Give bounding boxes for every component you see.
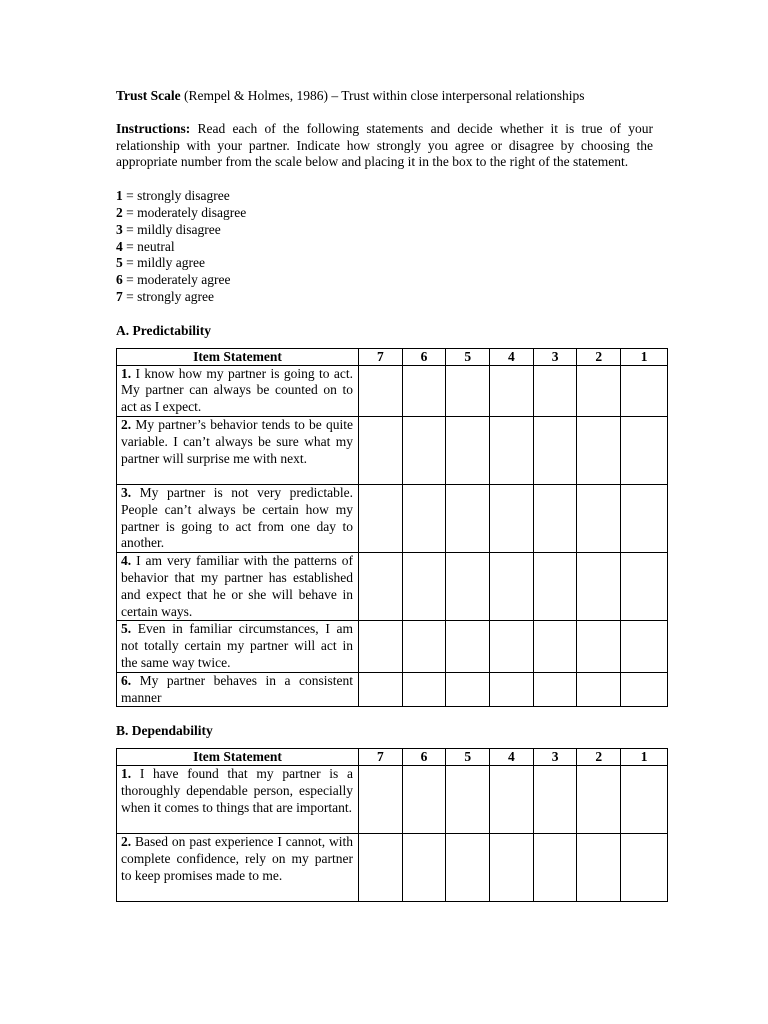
rating-box-2[interactable]: [577, 672, 621, 707]
scale-label: = neutral: [122, 238, 175, 254]
scale-item: [116, 205, 653, 222]
table-row: [117, 484, 668, 552]
rating-box-4[interactable]: [490, 834, 534, 902]
rating-box-3[interactable]: [533, 621, 577, 672]
rating-box-5[interactable]: [446, 672, 490, 707]
item-statement: [117, 416, 359, 484]
item-number: 6.: [121, 672, 132, 688]
scale-label: = mildly agree: [122, 255, 205, 271]
rating-box-1[interactable]: [621, 416, 668, 484]
rating-box-6[interactable]: [402, 365, 446, 416]
item-text: Even in familiar circumstances, I am not totally certain my partner will act in the same way twice.: [121, 621, 353, 670]
rating-box-3[interactable]: [533, 834, 577, 902]
rating-box-5[interactable]: [446, 365, 490, 416]
scale-legend: [116, 188, 653, 306]
item-text: My partner is not very predictable. People can’t always be certain how my partner is going to act from one day to another.: [121, 484, 353, 551]
item-text: Based on past experience I cannot, with complete confidence, rely on my partner to keep promises made to me.: [121, 834, 353, 883]
item-text: I know how my partner is going to act. My partner can always be counted on to act as I expect.: [121, 365, 353, 415]
scale-number: 1: [116, 188, 123, 204]
scale-number: 4: [116, 238, 123, 254]
rating-box-6[interactable]: [402, 621, 446, 672]
scale-number: 7: [116, 288, 123, 304]
rating-box-1[interactable]: [621, 553, 668, 621]
rating-box-1[interactable]: [621, 766, 668, 834]
rating-box-4[interactable]: [490, 553, 534, 621]
item-number: 1.: [121, 365, 132, 381]
rating-box-6[interactable]: [402, 672, 446, 707]
rating-box-1[interactable]: [621, 365, 668, 416]
rating-box-1[interactable]: [621, 672, 668, 707]
table-row: [117, 621, 668, 672]
rating-box-3[interactable]: [533, 766, 577, 834]
table-row: [117, 553, 668, 621]
section-heading-dependability: B. Dependability: [116, 723, 213, 739]
col-header-6: 6: [402, 749, 446, 766]
rating-box-2[interactable]: [577, 834, 621, 902]
item-statement: [117, 365, 359, 416]
item-number: 5.: [121, 621, 132, 637]
rating-box-2[interactable]: [577, 365, 621, 416]
scale-item: [116, 239, 653, 256]
dependability-table: [116, 748, 668, 902]
rating-box-5[interactable]: [446, 621, 490, 672]
col-header-7: 7: [359, 749, 403, 766]
rating-box-4[interactable]: [490, 365, 534, 416]
rating-box-3[interactable]: [533, 672, 577, 707]
col-header-4: 4: [490, 749, 534, 766]
item-statement: [117, 621, 359, 672]
col-header-1: 1: [621, 749, 668, 766]
rating-box-4[interactable]: [490, 484, 534, 552]
instructions-text: Read each of the following statements and decide whether it is true of your relationship with your partner. Indicate how strongly you agree or disagree by choosing the appropriate number from the scale below and placing it in the box to the right of the statement.: [116, 120, 653, 170]
rating-box-6[interactable]: [402, 834, 446, 902]
scale-item: [116, 188, 653, 205]
item-text: I have found that my partner is a thoroughly dependable person, especially when it comes to things that are important.: [121, 766, 353, 815]
item-number: 2.: [121, 834, 132, 850]
rating-box-1[interactable]: [621, 834, 668, 902]
rating-box-5[interactable]: [446, 484, 490, 552]
rating-box-1[interactable]: [621, 484, 668, 552]
rating-box-1[interactable]: [621, 621, 668, 672]
scale-item: [116, 272, 653, 289]
table-row: [117, 365, 668, 416]
rating-box-3[interactable]: [533, 365, 577, 416]
rating-box-7[interactable]: [359, 416, 403, 484]
scale-label: = strongly agree: [122, 288, 214, 304]
table-row: [117, 834, 668, 902]
item-number: 1.: [121, 766, 132, 782]
item-statement: [117, 484, 359, 552]
scale-label: = mildly disagree: [122, 221, 221, 237]
col-header-3: 3: [533, 348, 577, 365]
scale-item: [116, 289, 653, 306]
rating-box-4[interactable]: [490, 621, 534, 672]
instructions-label: Instructions:: [116, 120, 191, 136]
scale-label: = moderately disagree: [122, 204, 247, 220]
rating-box-7[interactable]: [359, 834, 403, 902]
table-row: [117, 766, 668, 834]
item-text: My partner behaves in a consistent manner: [121, 672, 353, 705]
col-header-7: 7: [359, 348, 403, 365]
col-header-3: 3: [533, 749, 577, 766]
rating-box-7[interactable]: [359, 672, 403, 707]
item-statement: [117, 672, 359, 707]
item-text: My partner’s behavior tends to be quite variable. I can’t always be sure what my partner will surprise me with next.: [121, 416, 353, 466]
rating-box-7[interactable]: [359, 484, 403, 552]
rating-box-2[interactable]: [577, 553, 621, 621]
item-number: 4.: [121, 553, 132, 569]
item-statement-header: Item Statement: [117, 348, 359, 365]
rating-box-2[interactable]: [577, 766, 621, 834]
table-header-row: [117, 348, 668, 365]
rating-box-2[interactable]: [577, 621, 621, 672]
rating-box-7[interactable]: [359, 365, 403, 416]
rating-box-5[interactable]: [446, 766, 490, 834]
col-header-5: 5: [446, 749, 490, 766]
scale-item: [116, 222, 653, 239]
item-statement: [117, 766, 359, 834]
table-header-row: [117, 749, 668, 766]
title-rest: (Rempel & Holmes, 1986) – Trust within close interpersonal relationships: [180, 88, 585, 103]
rating-box-6[interactable]: [402, 416, 446, 484]
rating-box-5[interactable]: [446, 553, 490, 621]
col-header-2: 2: [577, 749, 621, 766]
item-number: 2.: [121, 416, 132, 432]
scale-number: 3: [116, 221, 123, 237]
rating-box-7[interactable]: [359, 766, 403, 834]
table-row: [117, 672, 668, 707]
section-heading-predictability: A. Predictability: [116, 322, 211, 338]
col-header-4: 4: [490, 348, 534, 365]
rating-box-5[interactable]: [446, 834, 490, 902]
item-text: I am very familiar with the patterns of behavior that my partner has established and expect that he or she will behave in certain ways.: [121, 553, 353, 619]
col-header-2: 2: [577, 348, 621, 365]
scale-label: = strongly disagree: [122, 188, 230, 204]
rating-box-6[interactable]: [402, 766, 446, 834]
item-statement: [117, 834, 359, 902]
col-header-5: 5: [446, 348, 490, 365]
document-content: [116, 88, 653, 918]
scale-label: = moderately agree: [122, 272, 231, 288]
table-row: [117, 416, 668, 484]
scale-number: 2: [116, 204, 123, 220]
instructions: [116, 121, 653, 171]
document-title: [116, 88, 653, 105]
rating-box-6[interactable]: [402, 484, 446, 552]
col-header-1: 1: [621, 348, 668, 365]
scale-number: 5: [116, 255, 123, 271]
rating-box-4[interactable]: [490, 672, 534, 707]
col-header-6: 6: [402, 348, 446, 365]
rating-box-4[interactable]: [490, 416, 534, 484]
rating-box-5[interactable]: [446, 416, 490, 484]
item-statement-header: Item Statement: [117, 749, 359, 766]
item-statement: [117, 553, 359, 621]
rating-box-6[interactable]: [402, 553, 446, 621]
rating-box-3[interactable]: [533, 553, 577, 621]
item-number: 3.: [121, 484, 132, 500]
rating-box-7[interactable]: [359, 621, 403, 672]
rating-box-2[interactable]: [577, 416, 621, 484]
rating-box-4[interactable]: [490, 766, 534, 834]
rating-box-3[interactable]: [533, 484, 577, 552]
predictability-table: [116, 348, 668, 708]
rating-box-3[interactable]: [533, 416, 577, 484]
scale-item: [116, 255, 653, 272]
rating-box-7[interactable]: [359, 553, 403, 621]
title-bold: Trust Scale: [116, 88, 181, 103]
scale-number: 6: [116, 272, 123, 288]
rating-box-2[interactable]: [577, 484, 621, 552]
